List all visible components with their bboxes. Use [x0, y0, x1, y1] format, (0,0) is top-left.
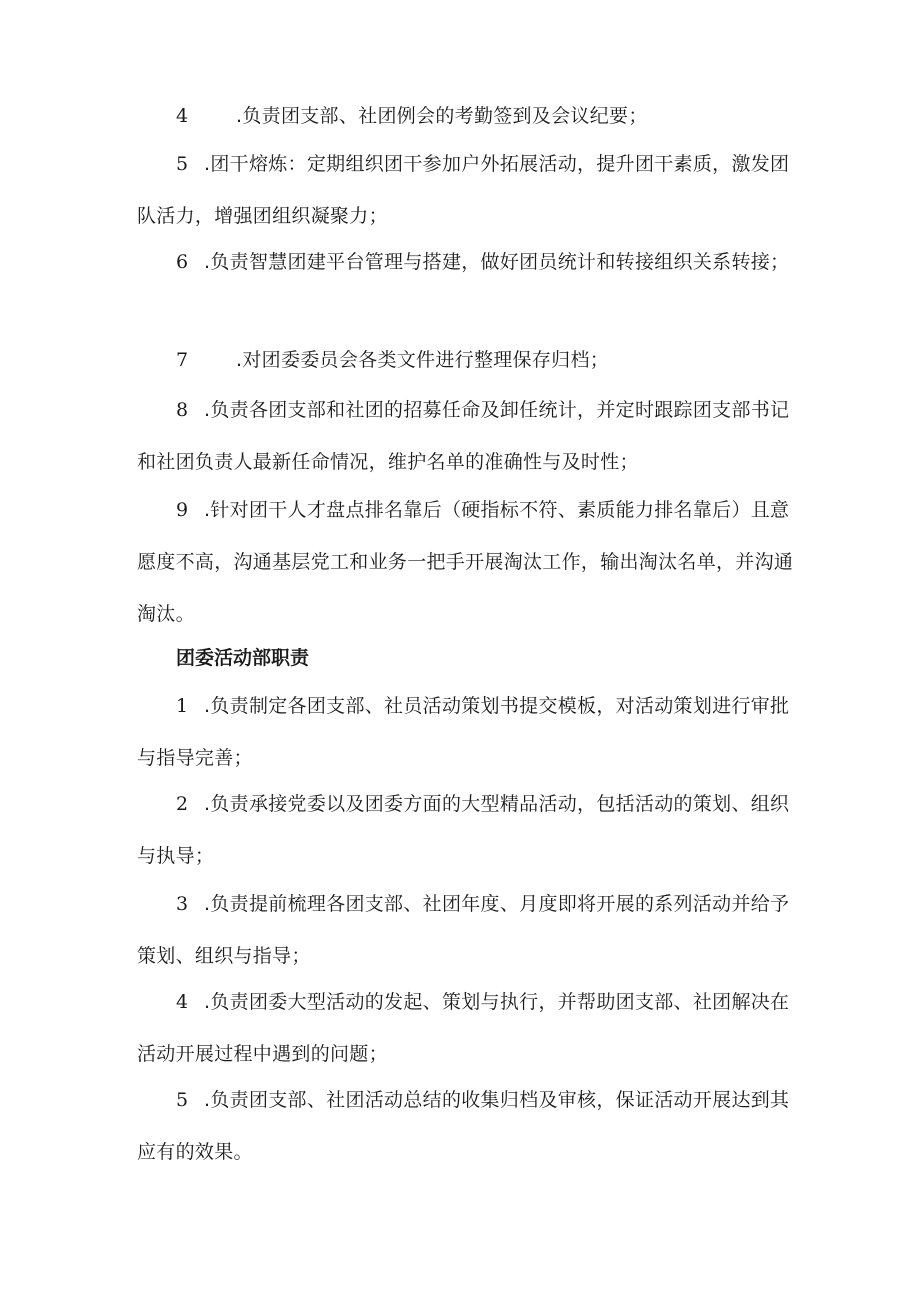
item-text: 负责提前梳理各团支部、社团年度、月度即将开展的系列活动并给予策划、组织与指导； [137, 893, 790, 967]
item-number: 5 [176, 153, 189, 175]
item-dot: . [236, 105, 243, 127]
list-item [137, 1074, 797, 1178]
list-item [137, 878, 797, 982]
item-dot: . [204, 251, 211, 273]
item-text: 负责承接党委以及团委方面的大型精品活动，包括活动的策划、组织与执导； [137, 793, 790, 867]
item-dot: . [204, 991, 211, 1013]
item-number: 9 [176, 499, 189, 521]
item-text: 负责团支部、社团例会的考勤签到及会议纪要； [242, 105, 648, 127]
item-number: 2 [176, 793, 189, 815]
item-dot: . [204, 695, 211, 717]
list-item [137, 236, 797, 288]
list-item [137, 334, 797, 386]
item-text: 负责制定各团支部、社员活动策划书提交模板，对活动策划进行审批与指导完善； [137, 695, 790, 769]
list-item [137, 384, 797, 488]
item-number: 4 [176, 991, 189, 1013]
item-number: 5 [176, 1089, 189, 1111]
list-item [137, 138, 797, 242]
list-item [137, 484, 797, 640]
item-number: 7 [176, 349, 189, 371]
list-item [137, 680, 797, 784]
list-item [137, 90, 797, 142]
item-dot: . [204, 793, 211, 815]
item-number: 4 [176, 105, 189, 127]
item-dot: . [204, 399, 211, 421]
item-number: 3 [176, 893, 189, 915]
list-item [137, 778, 797, 882]
item-text: 针对团干人才盘点排名靠后（硬指标不符、素质能力排名靠后）且意愿度不高，沟通基层党工和业务一把手开展淘汰工作，输出淘汰名单，并沟通淘汰。 [137, 499, 794, 625]
item-dot: . [204, 499, 211, 521]
item-number: 8 [176, 399, 189, 421]
item-dot: . [204, 1089, 211, 1111]
item-text: 对团委委员会各类文件进行整理保存归档； [242, 349, 610, 371]
item-dot: . [204, 153, 211, 175]
item-text: 负责智慧团建平台管理与搭建，做好团员统计和转接组织关系转接； [210, 251, 790, 273]
section-heading: 团委活动部职责 [176, 647, 310, 669]
item-number: 6 [176, 251, 189, 273]
item-text: 负责各团支部和社团的招募任命及卸任统计，并定时跟踪团支部书记和社团负责人最新任命情况，维护名单的准确性与及时性； [137, 399, 790, 473]
item-dot: . [236, 349, 243, 371]
item-dot: . [204, 893, 211, 915]
item-text: 团干熔炼：定期组织团干参加户外拓展活动，提升团干素质，激发团队活力，增强团组织凝聚力； [137, 153, 790, 227]
item-text: 负责团支部、社团活动总结的收集归档及审核，保证活动开展达到其应有的效果。 [137, 1089, 790, 1163]
list-item [137, 976, 797, 1080]
item-number: 1 [176, 695, 189, 717]
item-text: 负责团委大型活动的发起、策划与执行，并帮助团支部、社团解决在活动开展过程中遇到的问题； [137, 991, 790, 1065]
